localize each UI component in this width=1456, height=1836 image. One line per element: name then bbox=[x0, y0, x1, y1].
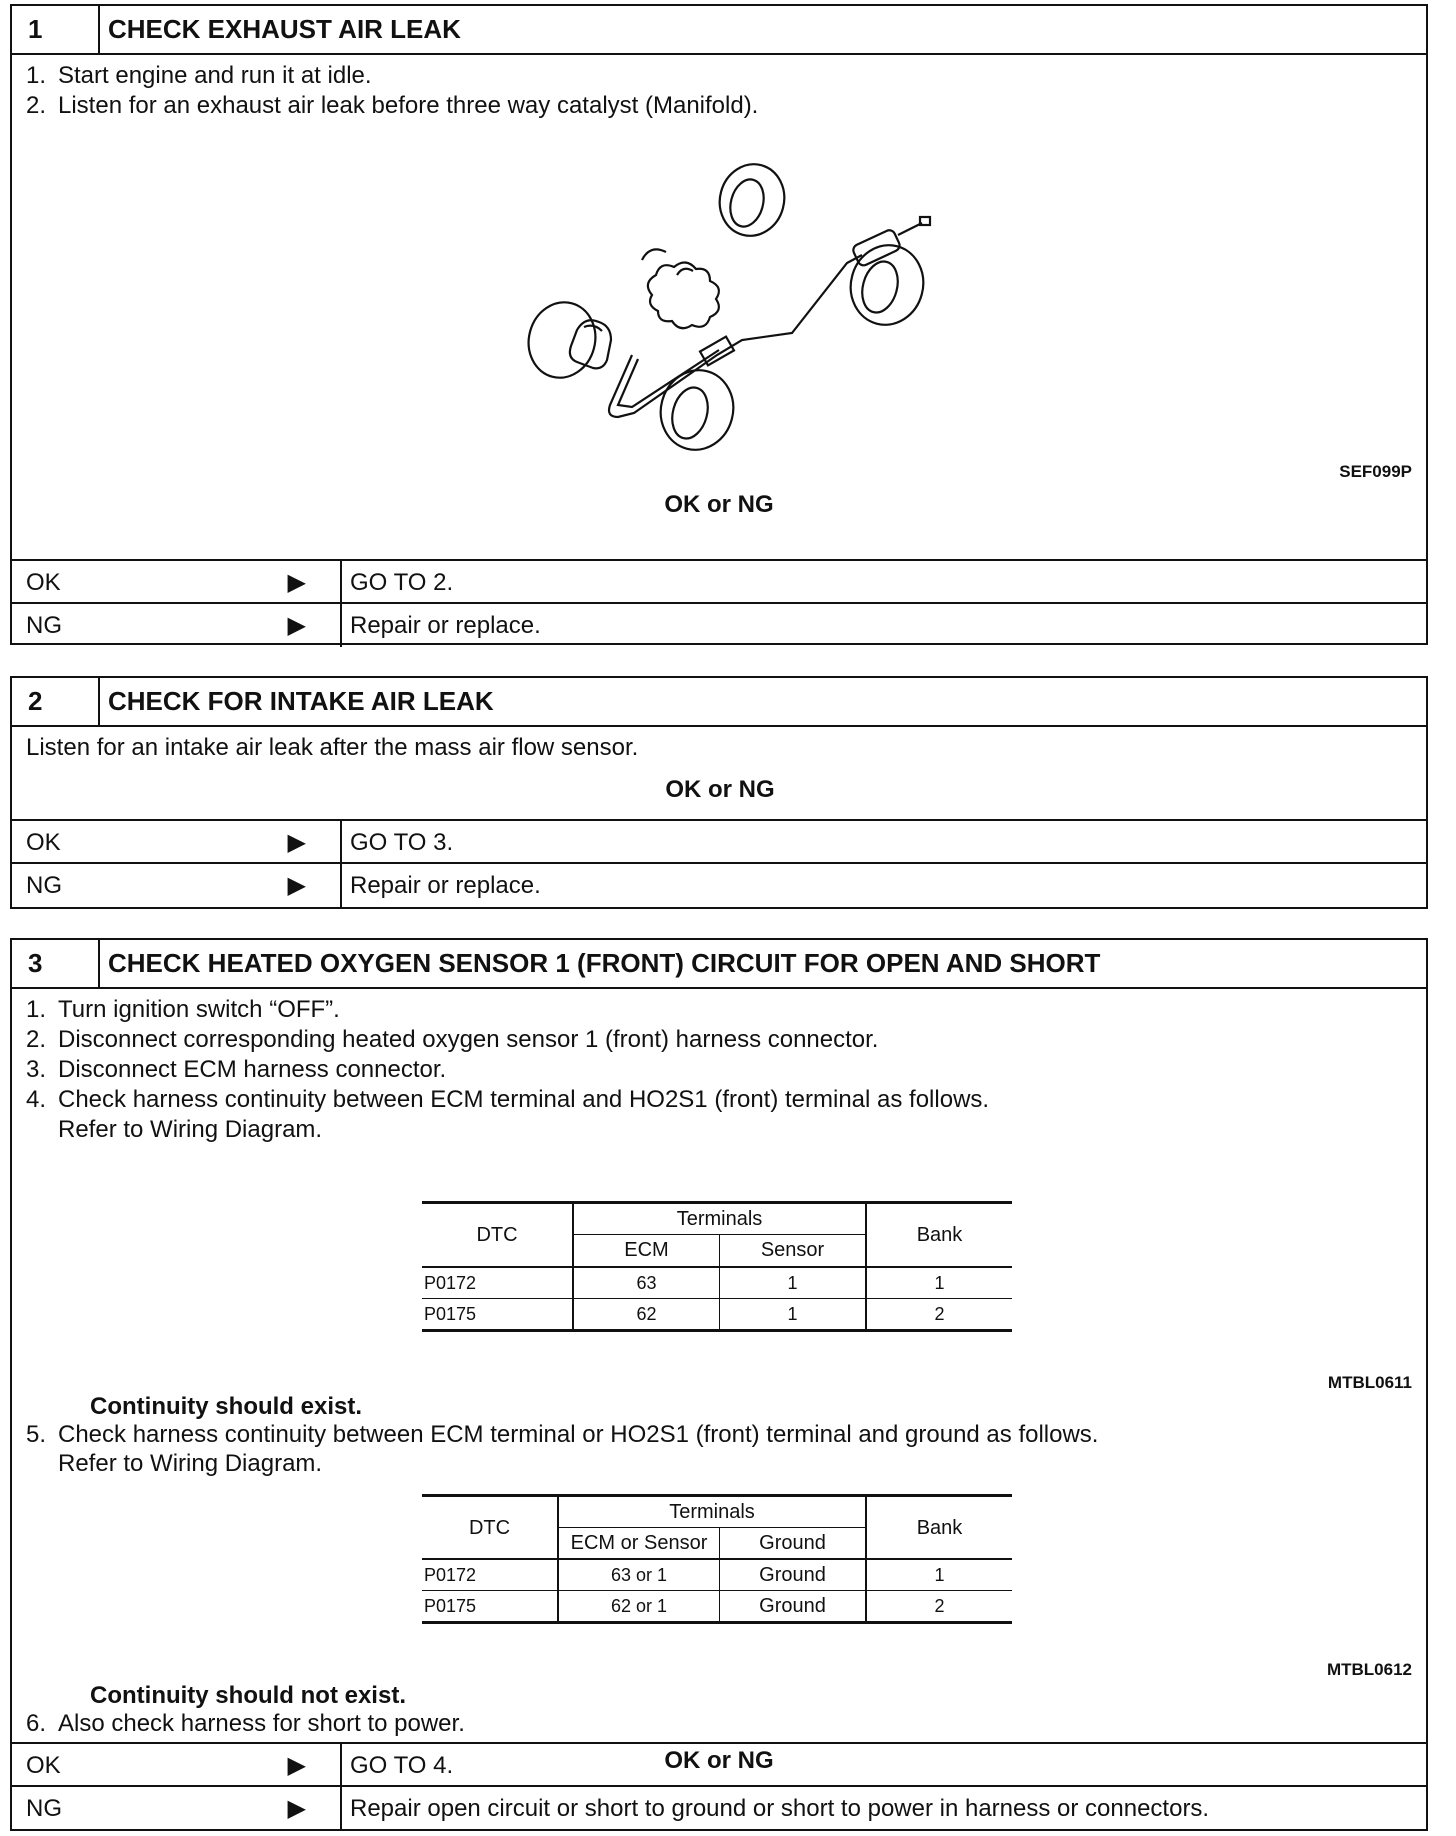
step-3-header bbox=[12, 940, 1426, 989]
arrow-icon: ▶ bbox=[287, 1795, 306, 1822]
result-value: Repair or replace. bbox=[350, 871, 541, 899]
step-1-header bbox=[12, 6, 1426, 55]
col-header-terminals: Terminals bbox=[573, 1203, 866, 1235]
col-header-dtc: DTC bbox=[422, 1496, 558, 1560]
col-header-bank: Bank bbox=[866, 1203, 1012, 1267]
result-value: Repair open circuit or short to ground or short to power in harness or connectors. bbox=[350, 1794, 1210, 1822]
step-title: CHECK FOR INTAKE AIR LEAK bbox=[108, 686, 494, 716]
instruction-item: 5. Check harness continuity between ECM terminal or HO2S1 (front) terminal and ground as follows. bbox=[26, 1421, 1099, 1448]
step-title: CHECK HEATED OXYGEN SENSOR 1 (FRONT) CIRCUIT FOR OPEN AND SHORT bbox=[108, 948, 1101, 978]
instruction-item: 6. Also check harness for short to power. bbox=[26, 1710, 465, 1737]
arrow-icon: ▶ bbox=[287, 612, 306, 639]
result-row-ok bbox=[12, 819, 1426, 864]
result-key: NG bbox=[26, 871, 62, 899]
step-2-header bbox=[12, 678, 1426, 727]
ok-or-ng-label: OK or NG bbox=[665, 776, 775, 803]
result-key: OK bbox=[26, 1751, 61, 1779]
table-code: MTBL0612 bbox=[1326, 1660, 1412, 1679]
table-row: P0172 63 or 1 Ground 1 bbox=[422, 1559, 1012, 1591]
continuity-note: Continuity should not exist. bbox=[90, 1682, 406, 1709]
figure-code: SEF099P bbox=[1339, 462, 1412, 481]
step-number: 2 bbox=[12, 678, 100, 725]
col-header-bank: Bank bbox=[866, 1496, 1012, 1560]
instruction-text: Listen for an intake air leak after the mass air flow sensor. bbox=[26, 734, 639, 761]
result-value: Repair or replace. bbox=[350, 611, 541, 639]
result-value: GO TO 4. bbox=[350, 1751, 454, 1779]
arrow-icon: ▶ bbox=[287, 569, 306, 596]
refer-text: Refer to Wiring Diagram. bbox=[58, 1116, 323, 1143]
table-row: P0175 62 1 2 bbox=[422, 1298, 1012, 1330]
instruction-item: 1. Turn ignition switch “OFF”. bbox=[26, 996, 340, 1023]
col-header-sensor: Sensor bbox=[720, 1235, 867, 1267]
refer-text: Refer to Wiring Diagram. bbox=[58, 1450, 323, 1477]
instruction-item: 3. Disconnect ECM harness connector. bbox=[26, 1056, 447, 1083]
instruction-item: 1. Start engine and run it at idle. bbox=[26, 62, 372, 89]
continuity-table-2 bbox=[422, 1494, 1012, 1624]
exhaust-leak-illustration bbox=[502, 155, 952, 455]
col-header-ground: Ground bbox=[720, 1528, 867, 1560]
step-2-body bbox=[12, 727, 1426, 821]
arrow-icon: ▶ bbox=[287, 829, 306, 856]
result-row-ng bbox=[12, 862, 1426, 907]
result-row-ng bbox=[12, 1785, 1426, 1830]
result-row-ng bbox=[12, 602, 1426, 647]
col-header-ecm: ECM bbox=[573, 1235, 720, 1267]
table-row: P0172 63 1 1 bbox=[422, 1267, 1012, 1299]
ok-or-ng-label: OK or NG bbox=[664, 491, 774, 518]
instruction-item: 2. Listen for an exhaust air leak before three way catalyst (Manifold). bbox=[26, 92, 759, 119]
result-key: NG bbox=[26, 1794, 62, 1822]
step-2-block bbox=[10, 676, 1428, 909]
step-1-body bbox=[12, 55, 1426, 561]
continuity-table-1 bbox=[422, 1201, 1012, 1332]
result-value: GO TO 2. bbox=[350, 568, 454, 596]
arrow-icon: ▶ bbox=[287, 872, 306, 899]
instruction-list bbox=[26, 61, 1414, 121]
result-key: OK bbox=[26, 828, 61, 856]
col-header-ecm-or-sensor: ECM or Sensor bbox=[558, 1528, 720, 1560]
arrow-icon: ▶ bbox=[287, 1752, 306, 1779]
result-value: GO TO 3. bbox=[350, 828, 454, 856]
result-row-ok bbox=[12, 1742, 1426, 1787]
result-row-ok bbox=[12, 559, 1426, 604]
step-number: 1 bbox=[12, 6, 100, 53]
instruction-item: 4. Check harness continuity between ECM terminal and HO2S1 (front) terminal as follows. bbox=[26, 1086, 990, 1113]
col-header-terminals: Terminals bbox=[558, 1496, 866, 1528]
table-code: MTBL0611 bbox=[1327, 1373, 1412, 1392]
col-header-dtc: DTC bbox=[422, 1203, 573, 1267]
table-row: P0175 62 or 1 Ground 2 bbox=[422, 1591, 1012, 1623]
step-1-block bbox=[10, 4, 1428, 645]
continuity-note: Continuity should exist. bbox=[90, 1393, 363, 1420]
step-3-block bbox=[10, 938, 1428, 1831]
result-key: OK bbox=[26, 568, 61, 596]
step-title: CHECK EXHAUST AIR LEAK bbox=[108, 14, 461, 44]
instruction-item: 2. Disconnect corresponding heated oxygen sensor 1 (front) harness connector. bbox=[26, 1026, 879, 1053]
result-key: NG bbox=[26, 611, 62, 639]
step-number: 3 bbox=[12, 940, 100, 987]
ok-or-ng-label: OK or NG bbox=[664, 1747, 774, 1774]
instruction-list bbox=[26, 995, 1414, 1115]
